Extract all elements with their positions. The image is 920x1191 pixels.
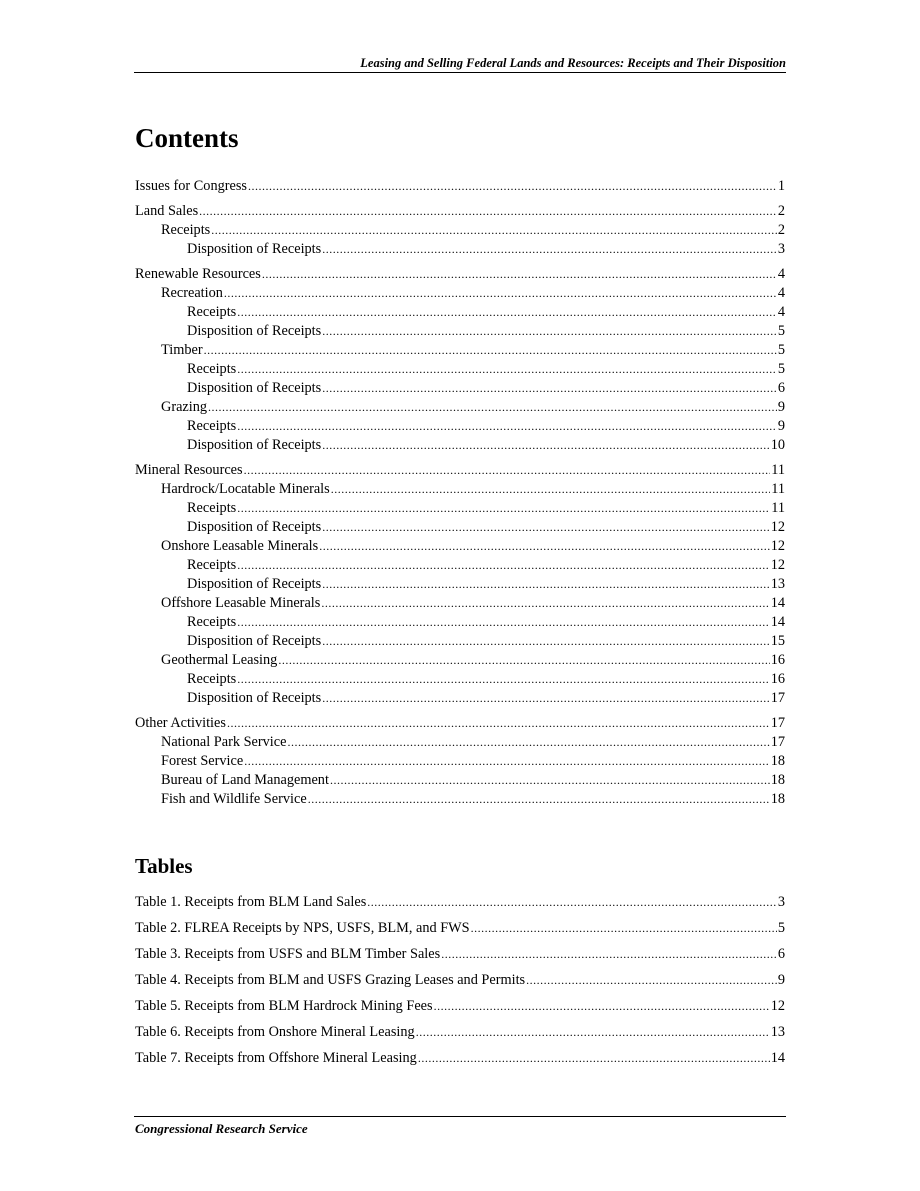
entry-page-number: 13 [770,576,785,592]
dot-leader [237,556,769,575]
entry-title: Bureau of Land Management [161,772,329,788]
dot-leader [322,689,769,708]
entry-page-number: 11 [771,462,785,478]
entry-title: Receipts [187,418,237,434]
toc-entry[interactable] [135,303,785,322]
entry-page-number: 13 [770,1024,785,1040]
toc-entry[interactable] [135,670,785,689]
contents-heading: Contents [135,123,239,153]
dot-leader [287,733,769,752]
dot-leader [322,632,769,651]
contents-list [135,177,785,809]
dot-leader [434,997,770,1016]
entry-title: Mineral Resources [135,462,243,478]
toc-entry[interactable] [135,714,785,733]
dot-leader [331,480,771,499]
entry-page-number: 14 [770,595,785,611]
entry-page-number: 12 [770,538,785,554]
toc-entry[interactable] [135,360,785,379]
entry-page-number: 16 [770,652,785,668]
entry-page-number: 5 [777,920,785,936]
entry-title: Disposition of Receipts [187,241,322,257]
dot-leader [244,461,771,480]
toc-entry[interactable] [135,537,785,556]
entry-title: Recreation [161,285,223,301]
entry-title: Disposition of Receipts [187,690,322,706]
entry-page-number: 17 [770,734,785,750]
running-footer: Congressional Research Service [135,1121,308,1136]
entry-page-number: 11 [771,481,785,497]
toc-entry[interactable] [135,632,785,651]
dot-leader [237,417,777,436]
entry-title: Disposition of Receipts [187,323,322,339]
dot-leader [322,436,769,455]
dot-leader [526,971,777,990]
entry-title: Renewable Resources [135,266,261,282]
dot-leader [322,240,777,259]
dot-leader [237,499,770,518]
entry-title: Table 5. Receipts from BLM Hardrock Mining Fees [135,998,433,1014]
entry-page-number: 2 [777,222,785,238]
dot-leader [367,893,777,912]
entry-title: Table 6. Receipts from Onshore Mineral Leasing [135,1024,415,1040]
dot-leader [418,1049,770,1068]
entry-title: Table 7. Receipts from Offshore Mineral Leasing [135,1050,417,1066]
toc-entry[interactable] [135,651,785,670]
entry-page-number: 10 [770,437,785,453]
entry-page-number: 1 [777,178,785,194]
dot-leader [308,790,770,809]
entry-page-number: 14 [770,614,785,630]
entry-title: Onshore Leasable Minerals [161,538,319,554]
table-entry[interactable] [135,1049,785,1068]
entry-page-number: 9 [777,418,785,434]
dot-leader [244,752,770,771]
toc-entry[interactable] [135,733,785,752]
entry-title: Issues for Congress [135,178,247,194]
entry-page-number: 12 [770,557,785,573]
entry-page-number: 5 [777,323,785,339]
entry-title: Grazing [161,399,208,415]
running-header: Leasing and Selling Federal Lands and Resources: Receipts and Their Disposition [360,56,786,70]
toc-entry[interactable] [135,594,785,613]
dot-leader [211,221,777,240]
entry-title: Receipts [187,500,237,516]
dot-leader [237,360,777,379]
entry-title: Table 3. Receipts from USFS and BLM Timber Sales [135,946,441,962]
entry-title: Disposition of Receipts [187,380,322,396]
dot-leader [322,575,769,594]
dot-leader [227,714,770,733]
entry-title: Receipts [187,557,237,573]
entry-page-number: 18 [770,753,785,769]
entry-page-number: 11 [771,500,785,516]
entry-title: Receipts [187,304,237,320]
dot-leader [248,177,777,196]
dot-leader [237,303,777,322]
dot-leader [208,398,777,417]
dot-leader [237,670,769,689]
entry-page-number: 5 [777,342,785,358]
entry-page-number: 4 [777,304,785,320]
entry-page-number: 9 [777,399,785,415]
table-entry[interactable] [135,997,785,1016]
toc-entry[interactable] [135,575,785,594]
entry-page-number: 4 [777,266,785,282]
toc-entry[interactable] [135,177,785,196]
dot-leader [330,771,770,790]
entry-page-number: 12 [770,998,785,1014]
toc-entry[interactable] [135,202,785,221]
entry-title: Table 1. Receipts from BLM Land Sales [135,894,367,910]
entry-title: Geothermal Leasing [161,652,278,668]
toc-entry[interactable] [135,499,785,518]
dot-leader [204,341,777,360]
dot-leader [237,613,769,632]
entry-title: National Park Service [161,734,287,750]
entry-page-number: 5 [777,361,785,377]
toc-entry[interactable] [135,221,785,240]
dot-leader [321,594,769,613]
entry-title: Disposition of Receipts [187,519,322,535]
entry-page-number: 4 [777,285,785,301]
toc-entry[interactable] [135,265,785,284]
toc-entry[interactable] [135,436,785,455]
footer-rule [134,1116,786,1117]
toc-entry[interactable] [135,771,785,790]
entry-page-number: 14 [770,1050,785,1066]
entry-page-number: 6 [777,946,785,962]
table-entry[interactable] [135,893,785,912]
toc-entry[interactable] [135,689,785,708]
entry-title: Receipts [161,222,211,238]
entry-title: Table 2. FLREA Receipts by NPS, USFS, BLM, and FWS [135,920,470,936]
toc-entry[interactable] [135,480,785,499]
entry-title: Forest Service [161,753,244,769]
toc-entry[interactable] [135,398,785,417]
toc-entry[interactable] [135,613,785,632]
entry-title: Receipts [187,614,237,630]
toc-entry[interactable] [135,284,785,303]
entry-title: Disposition of Receipts [187,633,322,649]
dot-leader [322,518,769,537]
entry-page-number: 2 [777,203,785,219]
entry-page-number: 16 [770,671,785,687]
tables-heading: Tables [135,854,193,878]
entry-title: Timber [161,342,203,358]
entry-title: Receipts [187,361,237,377]
dot-leader [199,202,777,221]
table-entry[interactable] [135,945,785,964]
toc-entry[interactable] [135,240,785,259]
dot-leader [319,537,769,556]
toc-entry[interactable] [135,556,785,575]
entry-title: Disposition of Receipts [187,437,322,453]
toc-entry[interactable] [135,379,785,398]
entry-title: Disposition of Receipts [187,576,322,592]
dot-leader [224,284,777,303]
table-entry[interactable] [135,971,785,990]
tables-list [135,893,785,1075]
entry-page-number: 3 [777,894,785,910]
dot-leader [322,379,777,398]
entry-page-number: 15 [770,633,785,649]
entry-page-number: 9 [777,972,785,988]
entry-title: Table 4. Receipts from BLM and USFS Grazing Leases and Permits [135,972,526,988]
table-entry[interactable] [135,1023,785,1042]
dot-leader [416,1023,770,1042]
entry-title: Fish and Wildlife Service [161,791,307,807]
table-entry[interactable] [135,919,785,938]
toc-entry[interactable] [135,790,785,809]
toc-entry[interactable] [135,461,785,480]
header-rule [134,72,786,73]
entry-title: Receipts [187,671,237,687]
toc-entry[interactable] [135,518,785,537]
toc-entry[interactable] [135,341,785,360]
toc-entry[interactable] [135,752,785,771]
dot-leader [278,651,769,670]
toc-entry[interactable] [135,417,785,436]
entry-page-number: 17 [770,690,785,706]
entry-page-number: 3 [777,241,785,257]
entry-title: Offshore Leasable Minerals [161,595,321,611]
entry-page-number: 12 [770,519,785,535]
dot-leader [322,322,777,341]
toc-entry[interactable] [135,322,785,341]
entry-title: Hardrock/Locatable Minerals [161,481,330,497]
dot-leader [262,265,777,284]
dot-leader [441,945,777,964]
entry-page-number: 6 [777,380,785,396]
entry-page-number: 17 [770,715,785,731]
entry-page-number: 18 [770,791,785,807]
entry-title: Other Activities [135,715,226,731]
entry-page-number: 18 [770,772,785,788]
dot-leader [471,919,777,938]
entry-title: Land Sales [135,203,199,219]
